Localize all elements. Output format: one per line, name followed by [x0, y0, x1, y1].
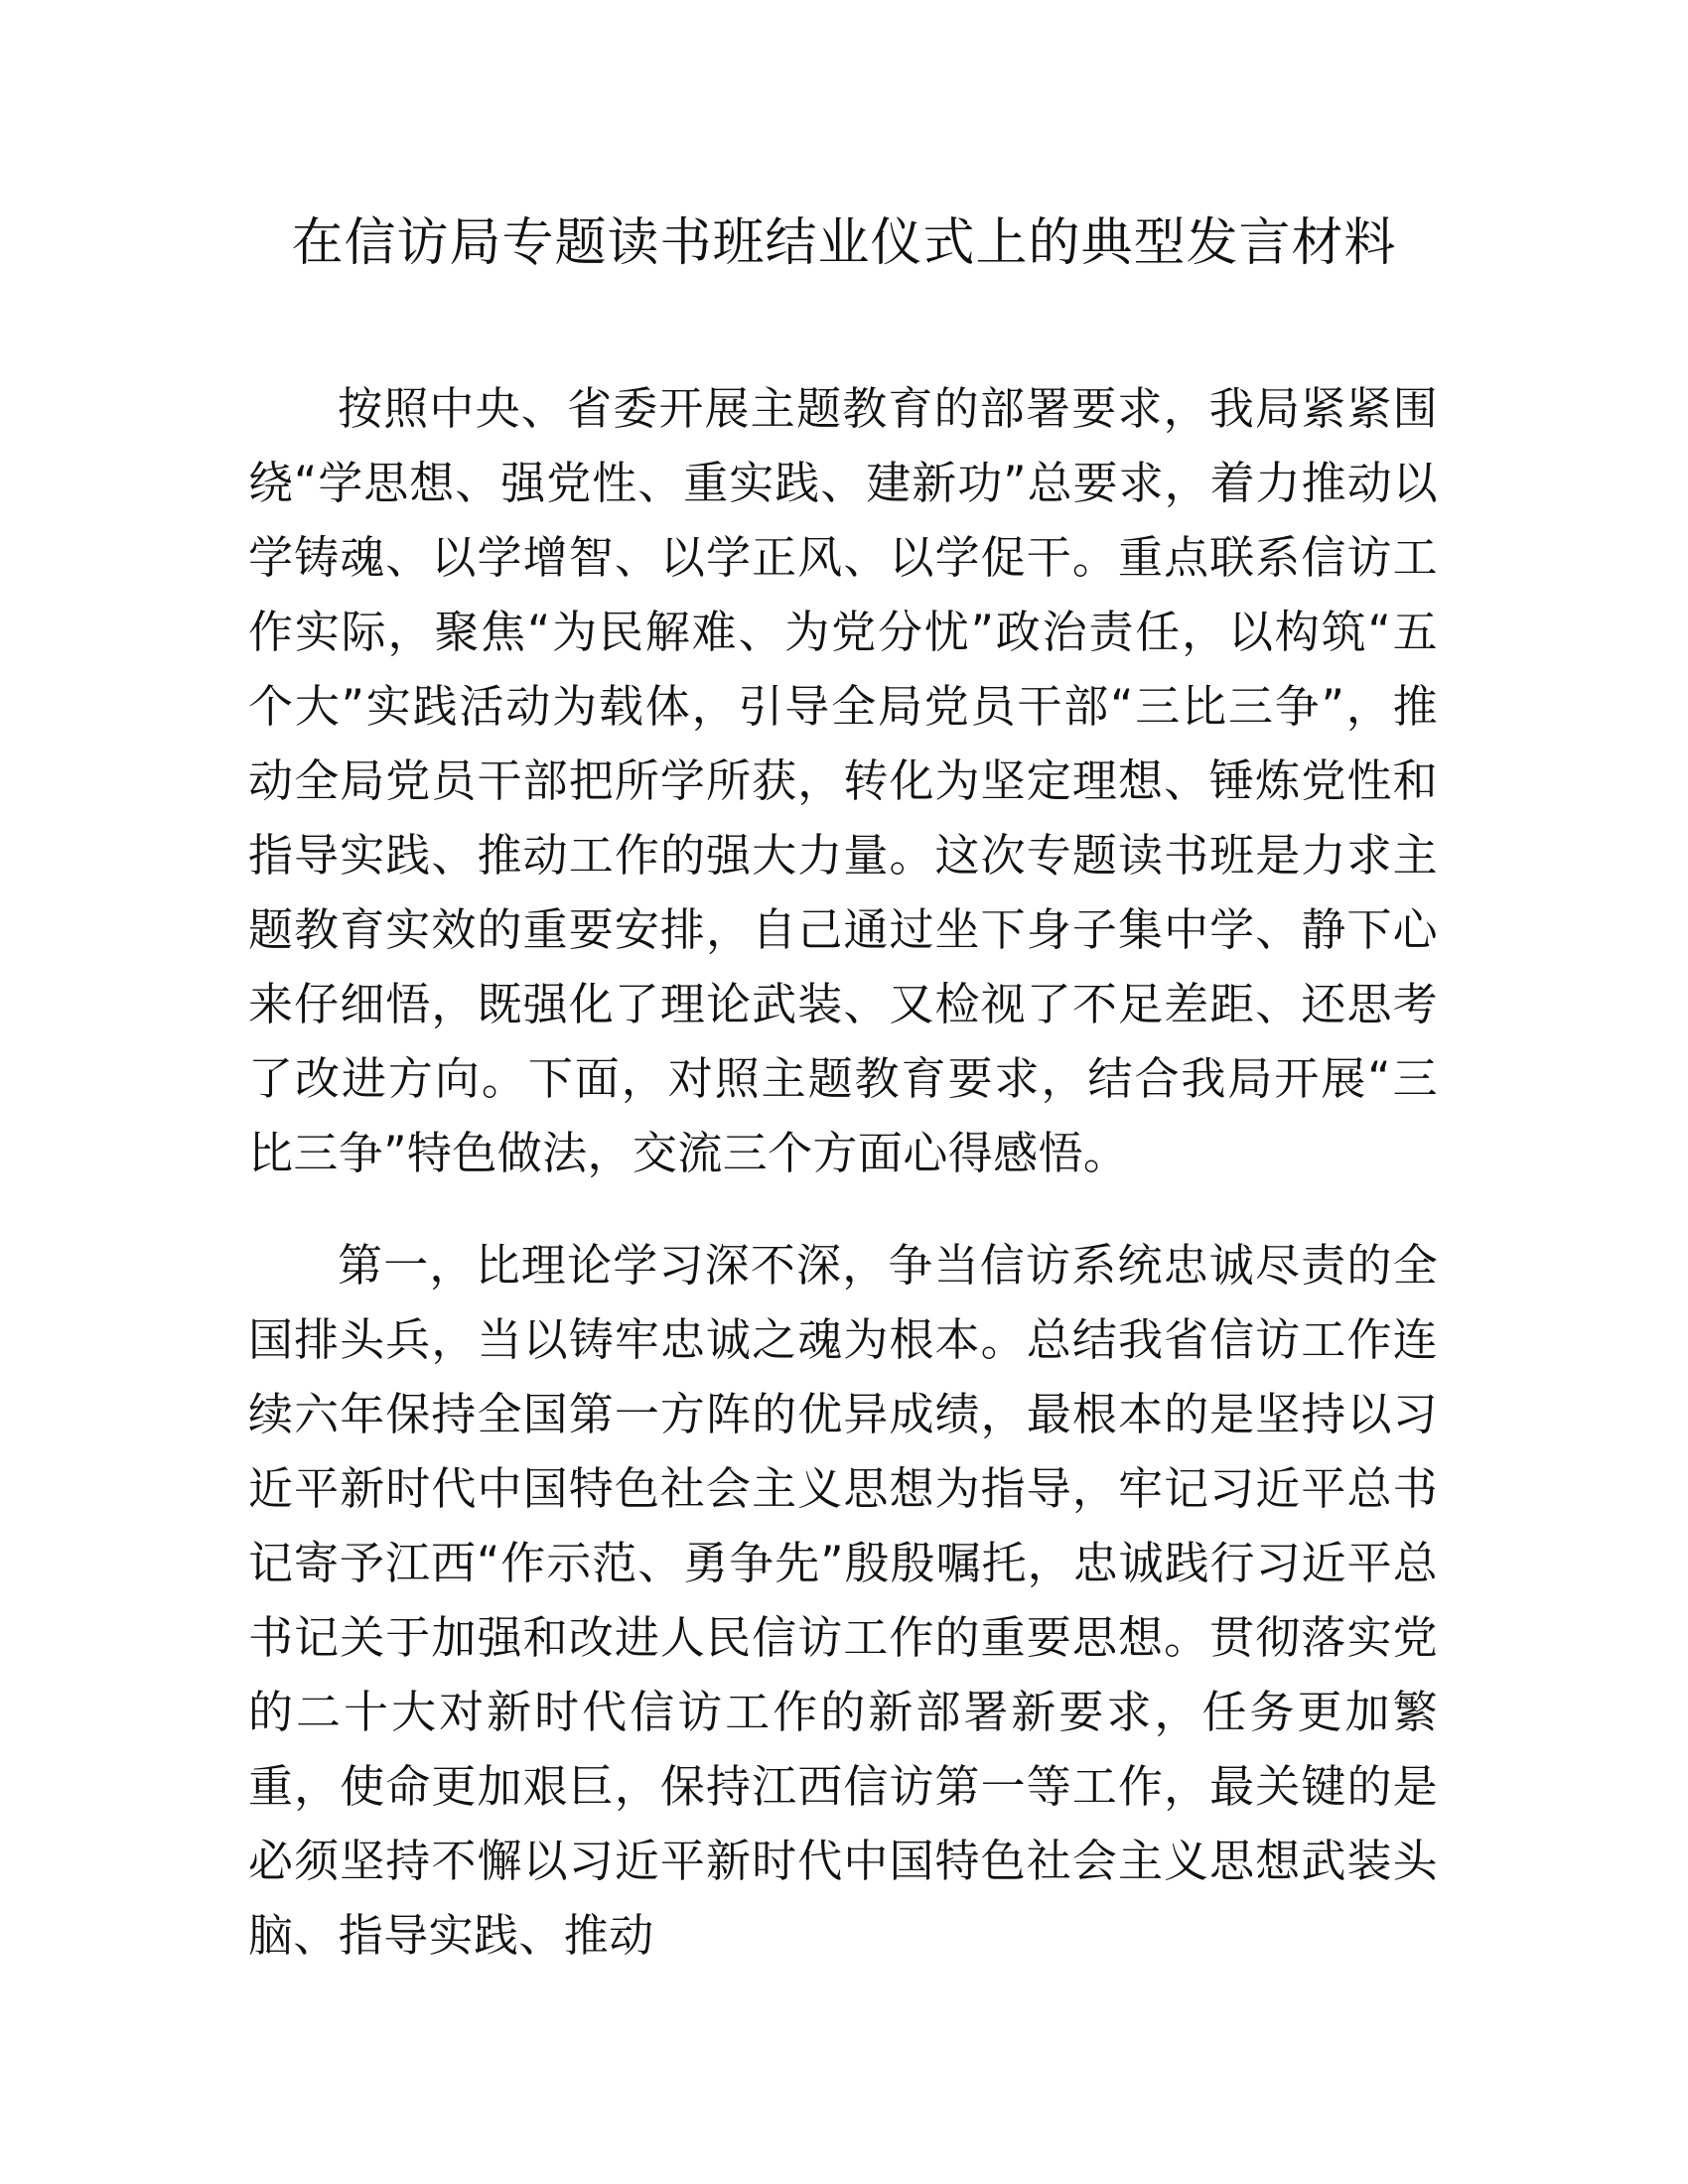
paragraph-intro: 按照中央、省委开展主题教育的部署要求，我局紧紧围绕“学思想、强党性、重实践、建新功”总要求，着力推动以学铸魂、以学增智、以学正风、以学促干。重点联系信访工作实际，聚焦“为民解难、为党分忧”政治责任，以构筑“五个大”实践活动为载体，引导全局党员干部“三比三争”，推动全局党员干部把所学所获，转化为坚定理想、锤炼党性和指导实践、推动工作的强大力量。这次专题读书班是力求主题教育实效的重要安排，自己通过坐下身子集中学、静下心来仔细悟，既强化了理论武装、又检视了不足差距、还思考了改进方向。下面，对照主题教育要求，结合我局开展“三比三争”特色做法，交流三个方面心得感悟。 [248, 382, 1438, 1179]
document-body [248, 371, 1438, 2010]
paragraph-first-point: 第一，比理论学习深不深，争当信访系统忠诚尽责的全国排头兵，当以铸牢忠诚之魂为根本。总结我省信访工作连续六年保持全国第一方阵的优异成绩，最根本的是坚持以习近平新时代中国特色社会主义思想为指导，牢记习近平总书记寄予江西“作示范、勇争先”殷殷嘱托，忠诚践行习近平总书记关于加强和改进人民信访工作的重要思想。贯彻落实党的二十大对新时代信访工作的新部署新要求，任务更加繁重，使命更加艰巨，保持江西信访第一等工作，最关键的是必须坚持不懈以习近平新时代中国特色社会主义思想武装头脑、指导实践、推动 [248, 1239, 1438, 1962]
document-title: 在信访局专题读书班结业仪式上的典型发言材料 [291, 213, 1397, 273]
